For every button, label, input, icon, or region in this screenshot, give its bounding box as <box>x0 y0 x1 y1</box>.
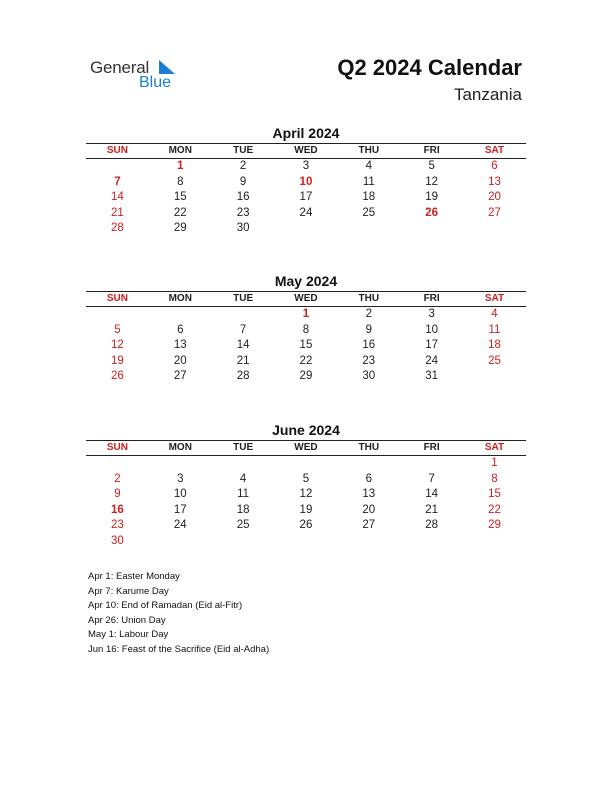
day-cell: 31 <box>425 370 439 383</box>
day-cell: 21 <box>111 206 124 219</box>
weekday-header-row <box>86 440 526 456</box>
weekday-wed: WED <box>294 145 318 156</box>
day-cell: 30 <box>362 370 376 383</box>
day-cell: 8 <box>177 175 184 188</box>
day-cell: 17 <box>173 503 187 516</box>
day-cell: 10 <box>299 175 313 188</box>
day-cell: 28 <box>425 519 439 532</box>
day-cell: 3 <box>177 472 184 485</box>
day-cell: 28 <box>111 222 124 235</box>
weekday-mon: MON <box>168 145 192 156</box>
day-cell: 15 <box>299 339 313 352</box>
day-cell: 16 <box>362 339 376 352</box>
day-cell: 21 <box>425 503 439 516</box>
day-cell: 21 <box>236 354 250 367</box>
day-cell: 19 <box>111 354 124 367</box>
holiday-item: Apr 10: End of Ramadan (Eid al-Fitr) <box>88 600 243 611</box>
day-cell: 18 <box>362 191 376 204</box>
empty-cell <box>337 456 400 472</box>
days-grid <box>86 456 526 550</box>
empty-cell <box>275 456 338 472</box>
empty-cell <box>400 456 463 472</box>
day-cell: 20 <box>488 191 501 204</box>
day-cell: 15 <box>488 488 501 501</box>
logo-text-blue: Blue <box>139 74 172 91</box>
weekday-wed: WED <box>294 293 318 304</box>
day-cell: 26 <box>425 206 439 219</box>
day-cell: 9 <box>365 323 372 336</box>
day-cell: 19 <box>299 503 313 516</box>
days-grid <box>86 307 526 385</box>
day-cell: 13 <box>362 488 376 501</box>
day-cell: 12 <box>299 488 313 501</box>
holiday-item: Apr 7: Karume Day <box>88 585 169 597</box>
day-cell: 13 <box>173 339 187 352</box>
weekday-tue: TUE <box>233 293 254 304</box>
weekday-tue: TUE <box>233 145 254 156</box>
day-cell: 10 <box>173 488 187 501</box>
day-cell: 15 <box>173 191 187 204</box>
day-cell: 2 <box>365 308 372 320</box>
weekday-sun: SUN <box>106 442 128 453</box>
empty-cell <box>86 456 149 472</box>
weekday-fri: FRI <box>423 293 440 304</box>
day-cell: 7 <box>114 175 121 188</box>
month-title: April 2024 <box>272 125 340 141</box>
day-cell: 27 <box>362 519 376 532</box>
day-cell: 5 <box>302 472 310 485</box>
day-cell: 24 <box>299 206 313 219</box>
day-cell: 22 <box>299 354 313 367</box>
day-cell: 29 <box>173 222 187 235</box>
day-cell: 11 <box>488 323 501 336</box>
day-cell: 26 <box>299 519 313 532</box>
day-cell: 25 <box>236 519 250 532</box>
day-cell: 3 <box>428 308 435 320</box>
month-april <box>86 125 526 237</box>
day-cell: 30 <box>111 534 124 547</box>
day-cell: 26 <box>111 370 124 383</box>
day-cell: 25 <box>488 354 501 367</box>
day-cell: 11 <box>362 175 375 188</box>
day-cell: 11 <box>237 488 250 501</box>
day-cell: 16 <box>236 191 250 204</box>
weekday-thu: THU <box>358 293 380 304</box>
day-cell: 8 <box>491 472 498 485</box>
day-cell: 14 <box>425 488 439 501</box>
weekday-mon: MON <box>168 442 192 453</box>
day-cell: 27 <box>488 206 501 219</box>
day-cell: 25 <box>362 206 376 219</box>
day-cell: 6 <box>491 160 498 172</box>
day-cell: 23 <box>236 206 250 219</box>
weekday-wed: WED <box>294 442 318 453</box>
day-cell: 1 <box>491 457 498 469</box>
day-cell: 5 <box>114 323 121 336</box>
day-cell: 13 <box>488 175 501 188</box>
day-cell: 12 <box>425 175 439 188</box>
logo-text-general: General <box>90 58 150 77</box>
day-cell: 23 <box>111 519 124 532</box>
day-cell: 28 <box>236 370 250 383</box>
month-june <box>86 422 526 550</box>
holiday-item: Apr 1: Easter Monday <box>88 571 180 582</box>
day-cell: 18 <box>488 339 501 352</box>
generalblue-logo <box>90 56 200 96</box>
empty-cell <box>149 456 212 472</box>
empty-cell <box>86 307 149 323</box>
day-cell: 3 <box>302 160 310 172</box>
day-cell: 4 <box>365 160 372 172</box>
weekday-thu: THU <box>358 442 380 453</box>
holiday-item: May 1: Labour Day <box>88 629 169 640</box>
day-cell: 18 <box>236 503 250 516</box>
day-cell: 23 <box>362 354 376 367</box>
day-cell: 9 <box>239 175 247 188</box>
day-cell: 29 <box>299 370 313 383</box>
days-grid <box>86 159 526 237</box>
page-title: Q2 2024 Calendar <box>337 55 522 80</box>
day-cell: 14 <box>111 191 124 204</box>
day-cell: 4 <box>239 472 247 485</box>
weekday-mon: MON <box>168 293 192 304</box>
day-cell: 2 <box>239 160 247 172</box>
weekday-fri: FRI <box>423 442 440 453</box>
weekday-fri: FRI <box>423 145 440 156</box>
day-cell: 14 <box>236 339 250 352</box>
day-cell: 6 <box>177 323 184 336</box>
day-cell: 4 <box>491 308 498 320</box>
weekday-header-row <box>86 143 526 159</box>
day-cell: 22 <box>488 503 501 516</box>
weekday-sun: SUN <box>106 145 128 156</box>
holiday-list <box>88 570 269 657</box>
empty-cell <box>212 307 275 323</box>
day-cell: 5 <box>428 160 435 172</box>
day-cell: 20 <box>173 354 187 367</box>
month-title: May 2024 <box>274 273 338 289</box>
day-cell: 24 <box>173 519 187 532</box>
empty-cell <box>212 456 275 472</box>
empty-cell <box>86 159 149 175</box>
weekday-sun: SUN <box>106 293 128 304</box>
day-cell: 12 <box>111 339 124 352</box>
day-cell: 29 <box>488 519 501 532</box>
day-cell: 22 <box>173 206 187 219</box>
day-cell: 2 <box>114 472 121 485</box>
day-cell: 20 <box>362 503 376 516</box>
empty-cell <box>149 307 212 323</box>
weekday-sat: SAT <box>484 293 505 304</box>
day-cell: 17 <box>299 191 313 204</box>
day-cell: 17 <box>425 339 439 352</box>
day-cell: 1 <box>177 160 184 172</box>
holiday-item: Jun 16: Feast of the Sacrifice (Eid al-Adha) <box>88 643 270 655</box>
weekday-sat: SAT <box>484 145 505 156</box>
day-cell: 7 <box>239 323 247 336</box>
holiday-item: Apr 26: Union Day <box>88 614 166 626</box>
weekday-header-row <box>86 291 526 307</box>
day-cell: 16 <box>111 503 124 516</box>
day-cell: 6 <box>365 472 372 485</box>
page-subtitle: Tanzania <box>453 85 522 104</box>
day-cell: 10 <box>425 323 439 336</box>
logo-triangle-icon <box>159 60 175 74</box>
weekday-tue: TUE <box>233 442 254 453</box>
day-cell: 9 <box>114 488 121 501</box>
day-cell: 8 <box>302 323 310 336</box>
weekday-sat: SAT <box>484 442 505 453</box>
day-cell: 24 <box>425 354 439 367</box>
day-cell: 7 <box>428 472 435 485</box>
weekday-thu: THU <box>358 145 380 156</box>
day-cell: 19 <box>425 191 439 204</box>
month-may <box>86 273 526 385</box>
day-cell: 1 <box>302 308 310 320</box>
month-title: June 2024 <box>272 422 340 438</box>
day-cell: 30 <box>236 222 250 235</box>
day-cell: 27 <box>173 370 187 383</box>
